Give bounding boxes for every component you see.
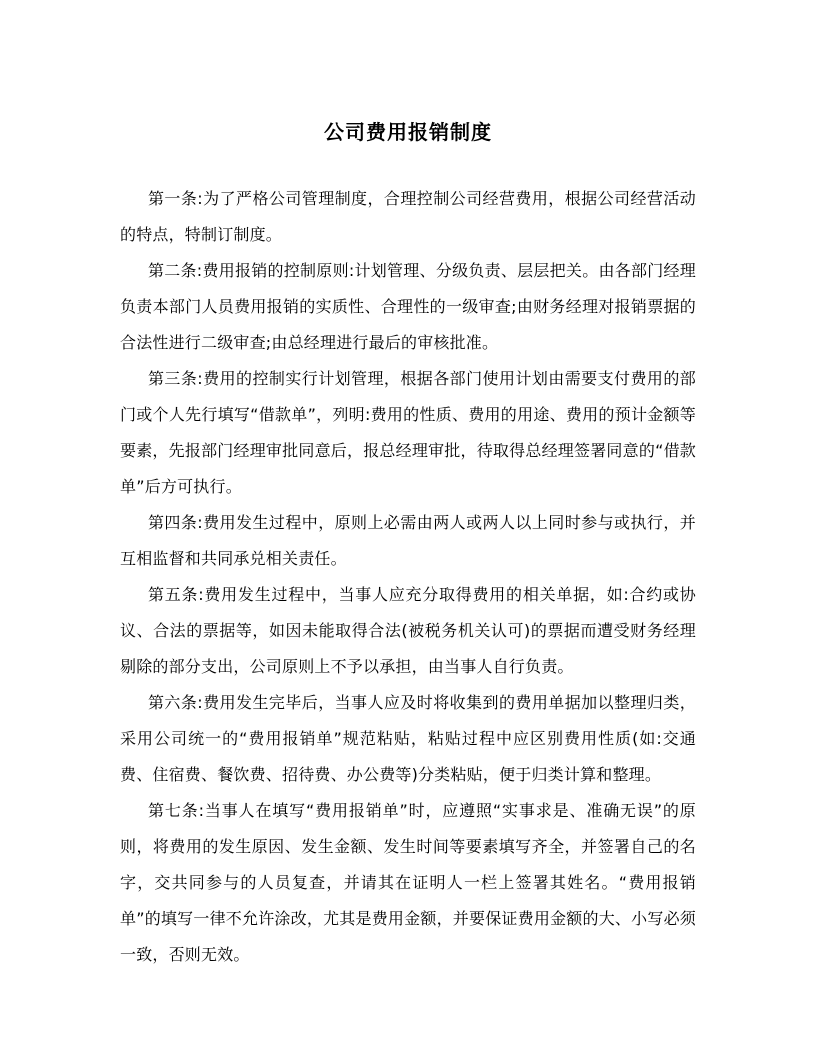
article-1-paragraph: 第一条:为了严格公司管理制度，合理控制公司经营费用，根据公司经营活动的特点，特制订制度。 <box>120 189 696 244</box>
article-7-paragraph: 第七条:当事人在填写“费用报销单”时，应遵照“实事求是、准确无误”的原则，将费用的发生原因、发生金额、发生时间等要素填写齐全，并签署自己的名字，交共同参与的人员复查，并请其在证明人一栏上签署其姓名。“费用报销单”的填写一律不允许涂改，尤其是费用金额，并要保证费用金额的大、小写必须一致，否则无效。 <box>120 801 696 964</box>
article-6-paragraph: 第六条:费用发生完毕后，当事人应及时将收集到的费用单据加以整理归类，采用公司统一的“费用报销单”规范粘贴，粘贴过程中应区别费用性质(如:交通费、住宿费、餐饮费、招待费、办公费等)分类粘贴，便于归类计算和整理。 <box>120 693 696 784</box>
article-3-paragraph: 第三条:费用的控制实行计划管理，根据各部门使用计划由需要支付费用的部门或个人先行填写“借款单”，列明:费用的性质、费用的用途、费用的预计金额等要素，先报部门经理审批同意后，报总经理审批，待取得总经理签署同意的“借款单”后方可执行。 <box>120 369 696 496</box>
document-body <box>120 181 696 973</box>
article-5-paragraph: 第五条:费用发生过程中，当事人应充分取得费用的相关单据，如:合约或协议、合法的票据等，如因未能取得合法(被税务机关认可)的票据而遭受财务经理剔除的部分支出，公司原则上不予以承担，由当事人自行负责。 <box>120 585 696 676</box>
article-2-paragraph: 第二条:费用报销的控制原则:计划管理、分级负责、层层把关。由各部门经理负责本部门人员费用报销的实质性、合理性的一级审查;由财务经理对报销票据的合法性进行二级审查;由总经理进行最后的审核批准。 <box>120 261 696 352</box>
article-4-paragraph: 第四条:费用发生过程中，原则上必需由两人或两人以上同时参与或执行，并互相监督和共同承兑相关责任。 <box>120 513 696 568</box>
document-title: 公司费用报销制度 <box>324 120 492 144</box>
